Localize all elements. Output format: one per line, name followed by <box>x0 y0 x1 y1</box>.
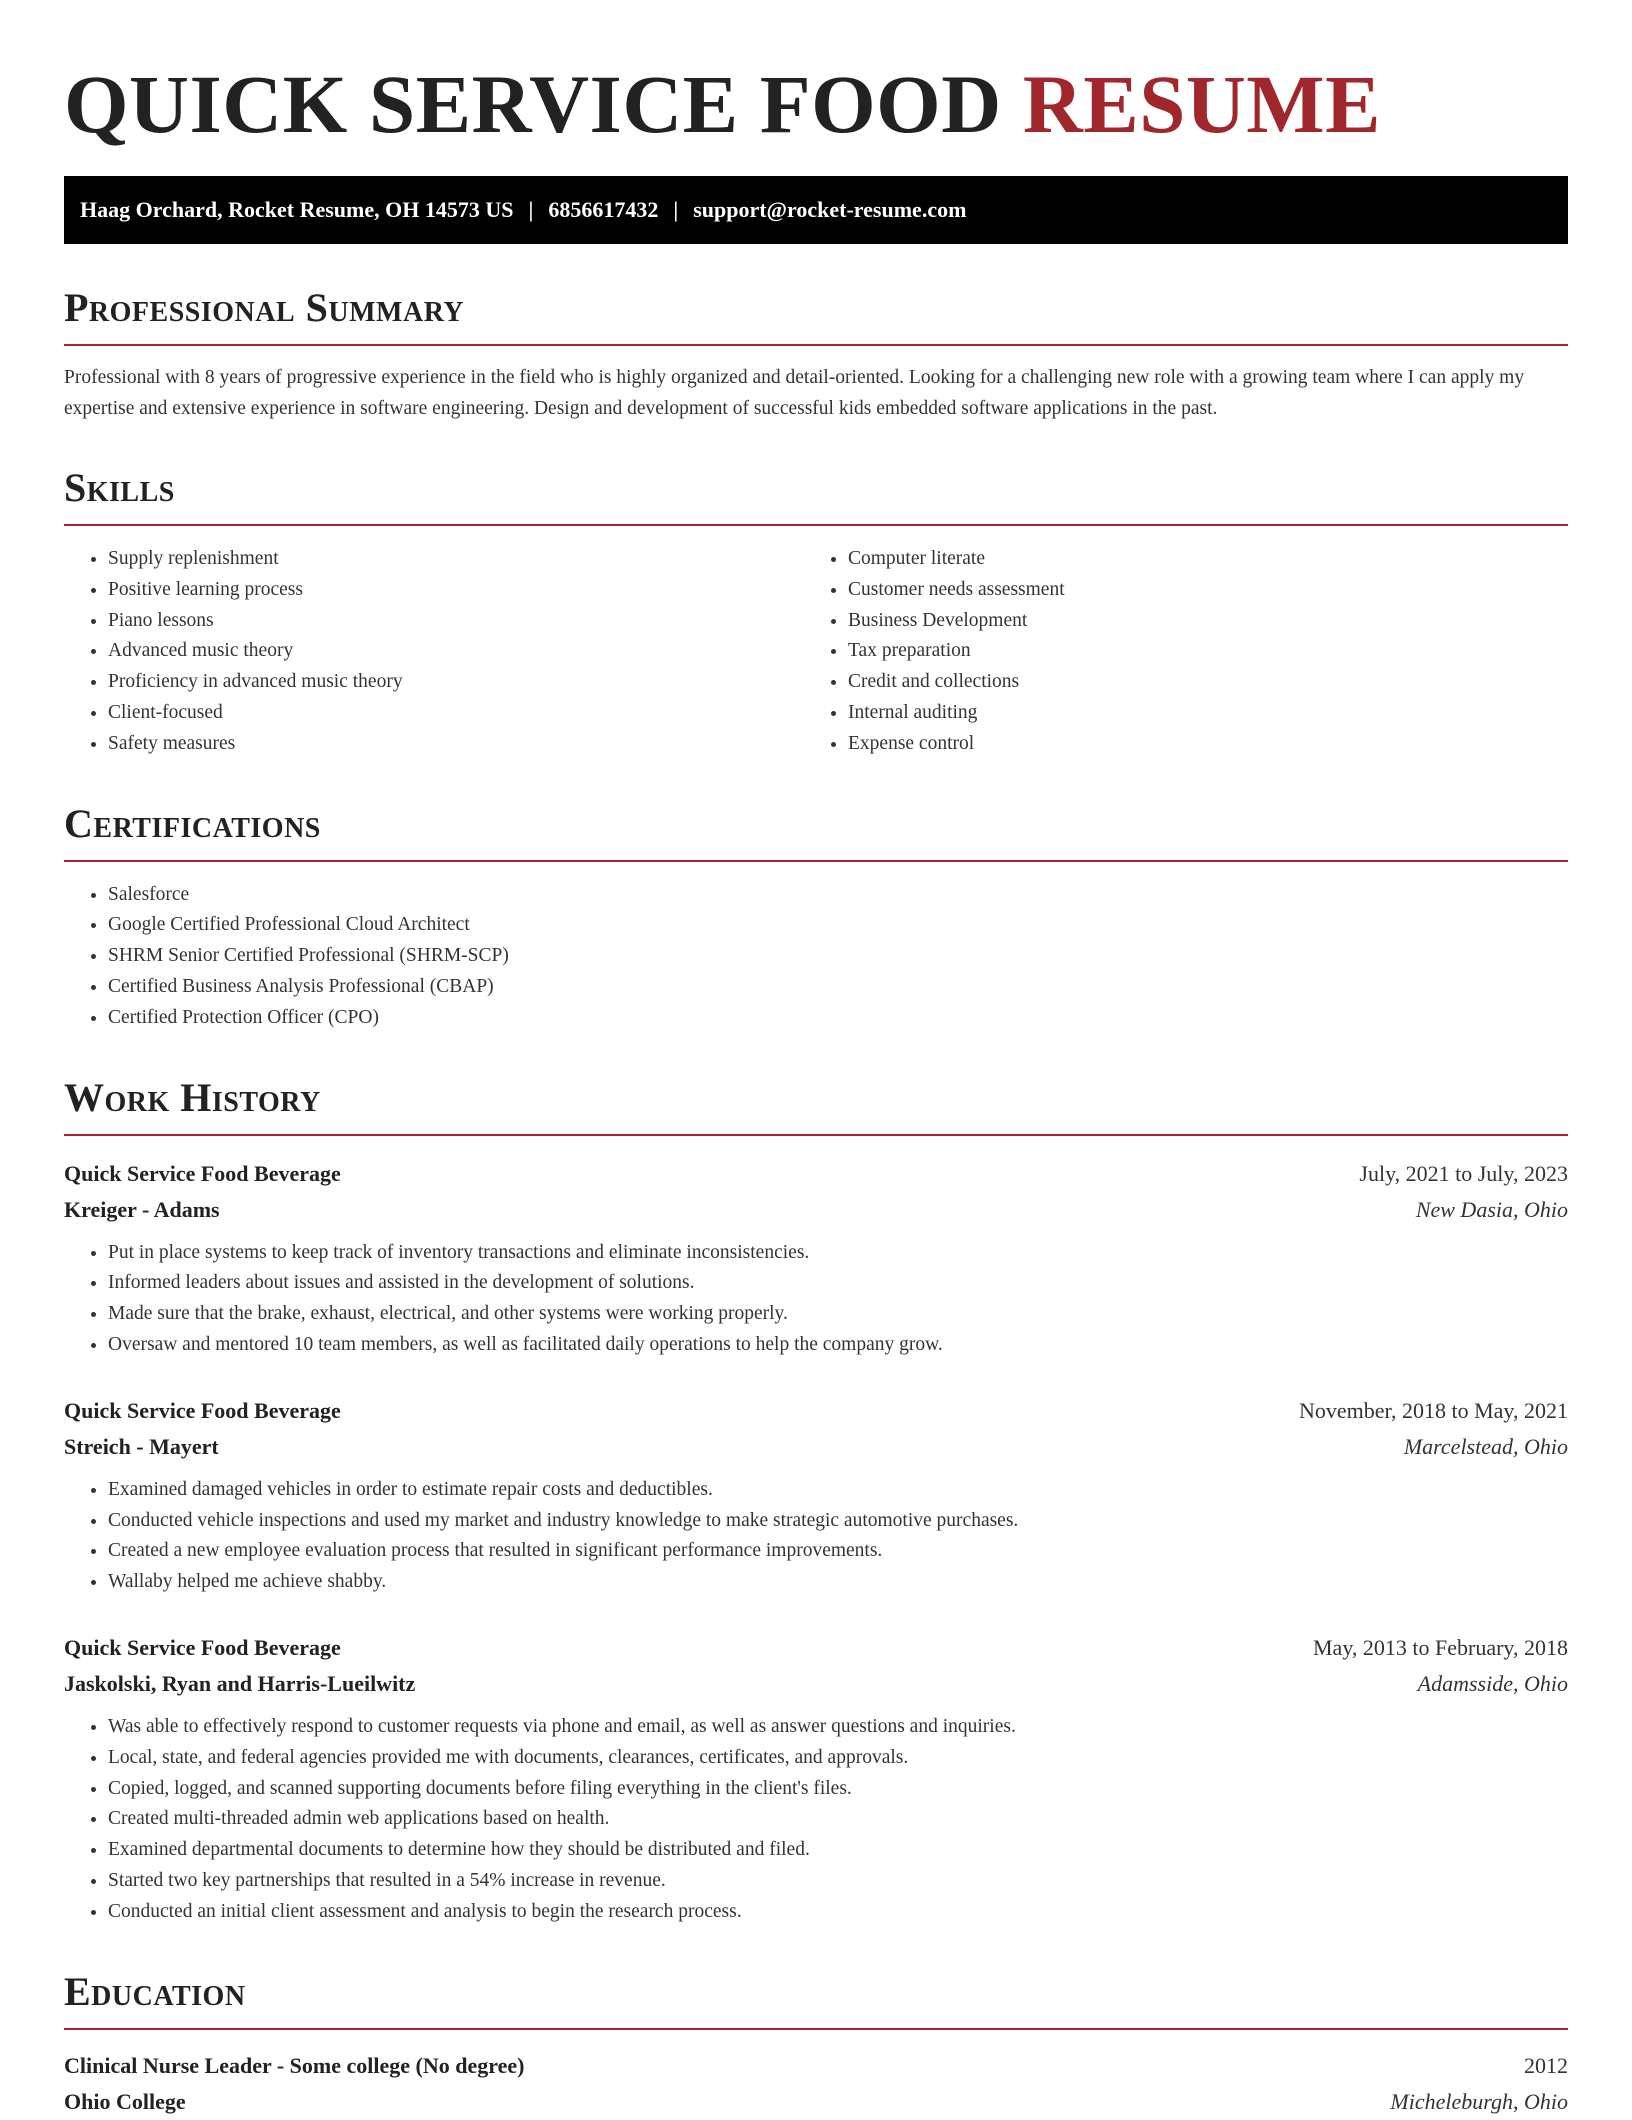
certification-item: • Google Certified Professional Cloud Architect <box>108 910 1568 941</box>
education-school: Ohio College <box>64 2088 186 2114</box>
education-section <box>64 1968 1568 2120</box>
skill-item: • Safety measures <box>108 729 804 760</box>
job-entry <box>64 1393 1568 1598</box>
job-title: Quick Service Food Beverage <box>64 1634 341 1660</box>
education-heading: Education <box>64 1968 246 2014</box>
contact-address: Haag Orchard, Rocket Resume, OH 14573 US <box>80 197 514 222</box>
skills-column-left <box>64 526 804 760</box>
job-location: New Dasia, Ohio <box>1415 1196 1568 1222</box>
section-divider <box>64 860 1568 862</box>
summary-section <box>64 284 1568 424</box>
job-title: Quick Service Food Beverage <box>64 1397 341 1423</box>
skills-list-right <box>804 544 1544 760</box>
certification-item: • SHRM Senior Certified Professional (SHRM-SCP) <box>108 941 1568 972</box>
skill-item: • Business Development <box>848 606 1544 637</box>
certifications-heading: Certifications <box>64 800 321 846</box>
job-dates: May, 2013 to February, 2018 <box>1313 1634 1568 1660</box>
title-main: QUICK SERVICE FOOD <box>64 58 1002 150</box>
job-company: Streich - Mayert <box>64 1433 219 1459</box>
job-bullet: • Local, state, and federal agencies provided me with documents, clearances, certificates, and approvals. <box>108 1743 1568 1774</box>
job-bullet: • Copied, logged, and scanned supporting documents before filing everything in the client's files. <box>108 1774 1568 1805</box>
summary-text: Professional with 8 years of progressive experience in the field who is highly organized and detail-oriented. Looking for a challenging new role with a growing team where I can apply my expertise and extensive experience in software engineering. Design and development of successful kids embedded software applications in the past. <box>64 367 1525 419</box>
certification-item: • Certified Protection Officer (CPO) <box>108 1003 1568 1034</box>
job-location: Adamsside, Ohio <box>1417 1670 1568 1696</box>
skill-item: • Credit and collections <box>848 667 1544 698</box>
job-bullet: • Conducted an initial client assessment and analysis to begin the research process. <box>108 1897 1568 1928</box>
skill-item: • Piano lessons <box>108 606 804 637</box>
certifications-list <box>64 880 1568 1034</box>
skill-item: • Advanced music theory <box>108 636 804 667</box>
certifications-section <box>64 800 1568 1034</box>
job-bullet: • Conducted vehicle inspections and used my market and industry knowledge to make strategic automotive purchases. <box>108 1506 1568 1537</box>
contact-email[interactable]: support@rocket-resume.com <box>693 197 967 222</box>
job-entry <box>64 1630 1568 1928</box>
skill-item: • Tax preparation <box>848 636 1544 667</box>
summary-heading: Professional Summary <box>64 285 465 330</box>
certification-item: • Salesforce <box>108 880 1568 911</box>
contact-separator: | <box>673 197 679 222</box>
skills-heading: Skills <box>64 465 175 510</box>
contact-phone: 6856617432 <box>548 197 659 222</box>
job-bullet: • Oversaw and mentored 10 team members, as well as facilitated daily operations to help the company grow. <box>108 1330 1568 1361</box>
skills-list-left <box>64 544 804 760</box>
job-bullet: • Examined damaged vehicles in order to estimate repair costs and deductibles. <box>108 1475 1568 1506</box>
job-bullet: • Created multi-threaded admin web applications based on health. <box>108 1804 1568 1835</box>
job-bullet: • Made sure that the brake, exhaust, electrical, and other systems were working properly. <box>108 1299 1568 1330</box>
contact-bar <box>64 176 1568 244</box>
education-degree: Clinical Nurse Leader - Some college (No degree) <box>64 2052 525 2078</box>
title-accent: RESUME <box>1022 58 1382 150</box>
job-company: Kreiger - Adams <box>64 1196 220 1222</box>
job-bullet: • Was able to effectively respond to customer requests via phone and email, as well as answer questions and inquiries. <box>108 1712 1568 1743</box>
skill-item: • Proficiency in advanced music theory <box>108 667 804 698</box>
job-company: Jaskolski, Ryan and Harris-Lueilwitz <box>64 1670 416 1696</box>
skills-columns <box>64 526 1568 760</box>
job-bullet: • Started two key partnerships that resulted in a 54% increase in revenue. <box>108 1866 1568 1897</box>
job-title: Quick Service Food Beverage <box>64 1160 341 1186</box>
education-year: 2012 <box>1524 2052 1568 2078</box>
skill-item: • Internal auditing <box>848 698 1544 729</box>
job-bullets <box>64 1238 1568 1361</box>
section-divider <box>64 1134 1568 1136</box>
job-location: Marcelstead, Ohio <box>1403 1433 1568 1459</box>
job-bullets <box>64 1475 1568 1598</box>
job-dates: November, 2018 to May, 2021 <box>1299 1397 1568 1423</box>
job-bullets <box>64 1712 1568 1928</box>
skill-item: • Positive learning process <box>108 575 804 606</box>
education-location: Micheleburgh, Ohio <box>1390 2088 1568 2114</box>
skill-item: • Computer literate <box>848 544 1544 575</box>
job-bullet: • Wallaby helped me achieve shabby. <box>108 1567 1568 1598</box>
skill-item: • Expense control <box>848 729 1544 760</box>
section-divider <box>64 344 1568 346</box>
job-bullet: • Created a new employee evaluation process that resulted in significant performance improvements. <box>108 1536 1568 1567</box>
skill-item: • Client-focused <box>108 698 804 729</box>
work-history-heading: Work History <box>64 1074 321 1120</box>
resume-title <box>64 56 1568 152</box>
skill-item: • Customer needs assessment <box>848 575 1544 606</box>
job-bullet: • Examined departmental documents to determine how they should be distributed and filed. <box>108 1835 1568 1866</box>
skills-section <box>64 464 1568 760</box>
work-history-section <box>64 1074 1568 1928</box>
contact-separator: | <box>528 197 534 222</box>
job-bullet: • Put in place systems to keep track of inventory transactions and eliminate inconsistencies. <box>108 1238 1568 1269</box>
education-entry <box>64 2048 1568 2120</box>
job-entry <box>64 1156 1568 1361</box>
job-bullet: • Informed leaders about issues and assisted in the development of solutions. <box>108 1268 1568 1299</box>
section-divider <box>64 2028 1568 2030</box>
skills-column-right <box>804 526 1544 760</box>
skill-item: • Supply replenishment <box>108 544 804 575</box>
certification-item: • Certified Business Analysis Professional (CBAP) <box>108 972 1568 1003</box>
job-dates: July, 2021 to July, 2023 <box>1359 1160 1568 1186</box>
